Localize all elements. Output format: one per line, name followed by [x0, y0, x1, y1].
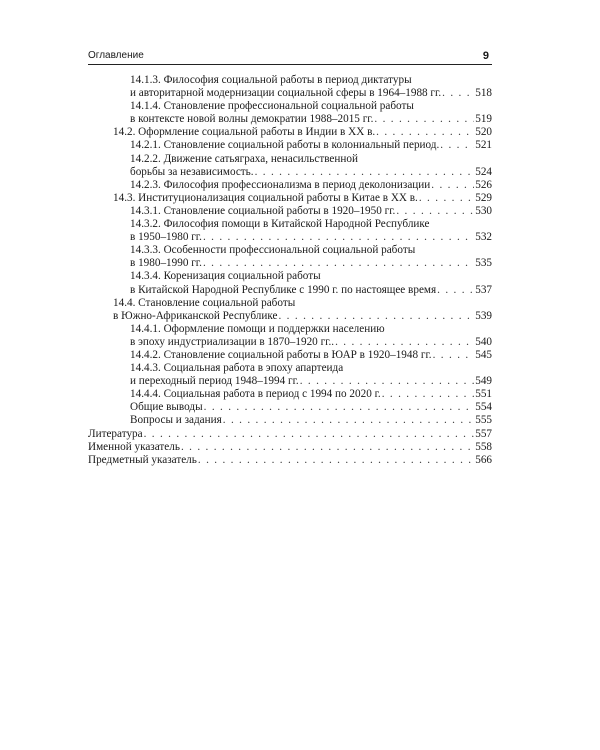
toc-page-number: 519	[475, 113, 492, 126]
toc-entry-text: 14.3.4. Коренизация социальной работы	[130, 270, 321, 283]
toc-entry[interactable]	[88, 74, 492, 100]
toc-entry-text: 14.4.1. Оформление помощи и поддержки населению	[130, 322, 385, 335]
dot-leader	[204, 401, 475, 414]
toc-entry-text: Предметный указатель	[88, 453, 197, 466]
toc-entry[interactable]	[88, 401, 492, 414]
toc-entry-text: Литература	[88, 427, 143, 440]
toc-entry-text: Именной указатель	[88, 440, 180, 453]
toc-entry[interactable]	[88, 179, 492, 192]
toc-entry[interactable]	[88, 362, 492, 388]
toc-entry-text: в 1980–1990 гг.	[130, 257, 202, 270]
toc-page-number: 558	[475, 440, 492, 453]
toc-page-number: 539	[475, 309, 492, 322]
toc-entry[interactable]	[88, 323, 492, 349]
toc-page-number: 530	[475, 204, 492, 217]
toc-entry-text: в 1950–1980 гг.	[130, 231, 202, 244]
toc-page-number: 545	[475, 348, 492, 361]
toc-entry-text: и переходный период 1948–1994 гг.	[130, 375, 299, 388]
toc-entry[interactable]	[88, 428, 492, 441]
toc-entry[interactable]	[88, 153, 492, 179]
toc-entry-text: в эпоху индустриализации в 1870–1920 гг..	[130, 335, 335, 348]
dot-leader	[278, 310, 474, 323]
toc-entry[interactable]	[88, 349, 492, 362]
toc-entry[interactable]	[88, 139, 492, 152]
toc-entry[interactable]	[88, 388, 492, 401]
toc-entry[interactable]	[88, 297, 492, 323]
toc-entry[interactable]	[88, 270, 492, 296]
dot-leader	[181, 441, 474, 454]
toc-page-number: 535	[475, 257, 492, 270]
toc-entry-text: Вопросы и задания	[130, 414, 222, 427]
dot-leader	[433, 349, 475, 362]
table-of-contents	[88, 74, 492, 467]
toc-entry-text: 14.3.2. Философия помощи в Китайской Народной Республике	[130, 218, 430, 231]
dot-leader	[300, 375, 475, 388]
toc-entry[interactable]	[88, 205, 492, 218]
toc-entry-text: 14.3.3. Особенности профессиональной социальной работы	[130, 244, 416, 257]
toc-page-number: 557	[475, 427, 492, 440]
toc-page-number: 566	[475, 453, 492, 466]
dot-leader	[198, 454, 474, 467]
toc-entry-text: борьбы за независимость.	[130, 165, 254, 178]
toc-entry-text: 14.2. Оформление социальной работы в Индии в XX в.	[113, 126, 376, 139]
toc-page-number: 524	[475, 165, 492, 178]
dot-leader	[335, 336, 474, 349]
toc-entry-text: 14.4. Становление социальной работы	[113, 296, 296, 309]
toc-page-number: 555	[475, 414, 492, 427]
dot-leader	[203, 257, 474, 270]
toc-page-number: 526	[475, 178, 492, 191]
toc-entry-text: Общие выводы	[130, 401, 203, 414]
header-rule	[88, 64, 492, 65]
dot-leader	[431, 179, 474, 192]
toc-entry-text: в Китайской Народной Республике с 1990 г. по настоящее время	[130, 283, 437, 296]
toc-entry-text: 14.4.4. Социальная работа в период с 1994 по 2020 г.	[130, 388, 381, 401]
toc-entry[interactable]	[88, 218, 492, 244]
dot-leader	[396, 205, 474, 218]
toc-entry[interactable]	[88, 454, 492, 467]
running-header	[88, 49, 492, 63]
dot-leader	[437, 284, 474, 297]
toc-entry-text: 14.2.3. Философия профессионализма в период деколонизации	[130, 178, 431, 191]
toc-entry[interactable]	[88, 441, 492, 454]
toc-entry-text: 14.1.4. Становление профессиональной социальной работы	[130, 100, 414, 113]
toc-page-number: 554	[475, 401, 492, 414]
toc-entry-text: 14.3. Институционализация социальной работы в Китае в XX в.	[113, 191, 418, 204]
toc-entry-text: 14.4.3. Социальная работа в эпоху апартеида	[130, 362, 344, 375]
toc-entry-text: 14.2.1. Становление социальной работы в колониальный период.	[130, 139, 440, 152]
toc-page-number: 537	[475, 283, 492, 296]
dot-leader	[223, 414, 474, 427]
toc-entry-text: в контексте новой волны демократии 1988–2015 гг.	[130, 113, 374, 126]
toc-page-number: 529	[475, 191, 492, 204]
toc-entry[interactable]	[88, 414, 492, 427]
toc-page-number: 518	[475, 87, 492, 100]
toc-entry-text: и авторитарной модернизации социальной сферы в 1964–1988 гг.	[130, 87, 442, 100]
dot-leader	[419, 192, 474, 205]
dot-leader	[376, 126, 474, 139]
toc-entry-text: 14.4.2. Становление социальной работы в ЮАР в 1920–1948 гг.	[130, 348, 432, 361]
toc-page-number: 549	[475, 375, 492, 388]
toc-page-number: 521	[475, 139, 492, 152]
toc-entry[interactable]	[88, 192, 492, 205]
dot-leader	[382, 388, 475, 401]
header-title: Оглавление	[88, 50, 144, 61]
toc-page-number: 520	[475, 126, 492, 139]
toc-entry-text: 14.2.2. Движение сатьяграха, ненасильственной	[130, 152, 358, 165]
dot-leader	[442, 87, 474, 100]
dot-leader	[203, 231, 474, 244]
toc-entry[interactable]	[88, 100, 492, 126]
toc-entry[interactable]	[88, 126, 492, 139]
toc-page-number: 551	[475, 388, 492, 401]
dot-leader	[440, 139, 474, 152]
toc-page-number: 540	[475, 335, 492, 348]
dot-leader	[374, 113, 474, 126]
toc-entry-text: 14.3.1. Становление социальной работы в 1920–1950 гг.	[130, 204, 396, 217]
toc-page-number: 532	[475, 231, 492, 244]
toc-entry-text: 14.1.3. Философия социальной работы в период диктатуры	[130, 74, 412, 86]
dot-leader	[255, 166, 475, 179]
toc-entry[interactable]	[88, 244, 492, 270]
dot-leader	[144, 428, 475, 441]
page-number: 9	[482, 50, 489, 62]
toc-entry-text: в Южно-Африканской Республике	[113, 309, 278, 322]
